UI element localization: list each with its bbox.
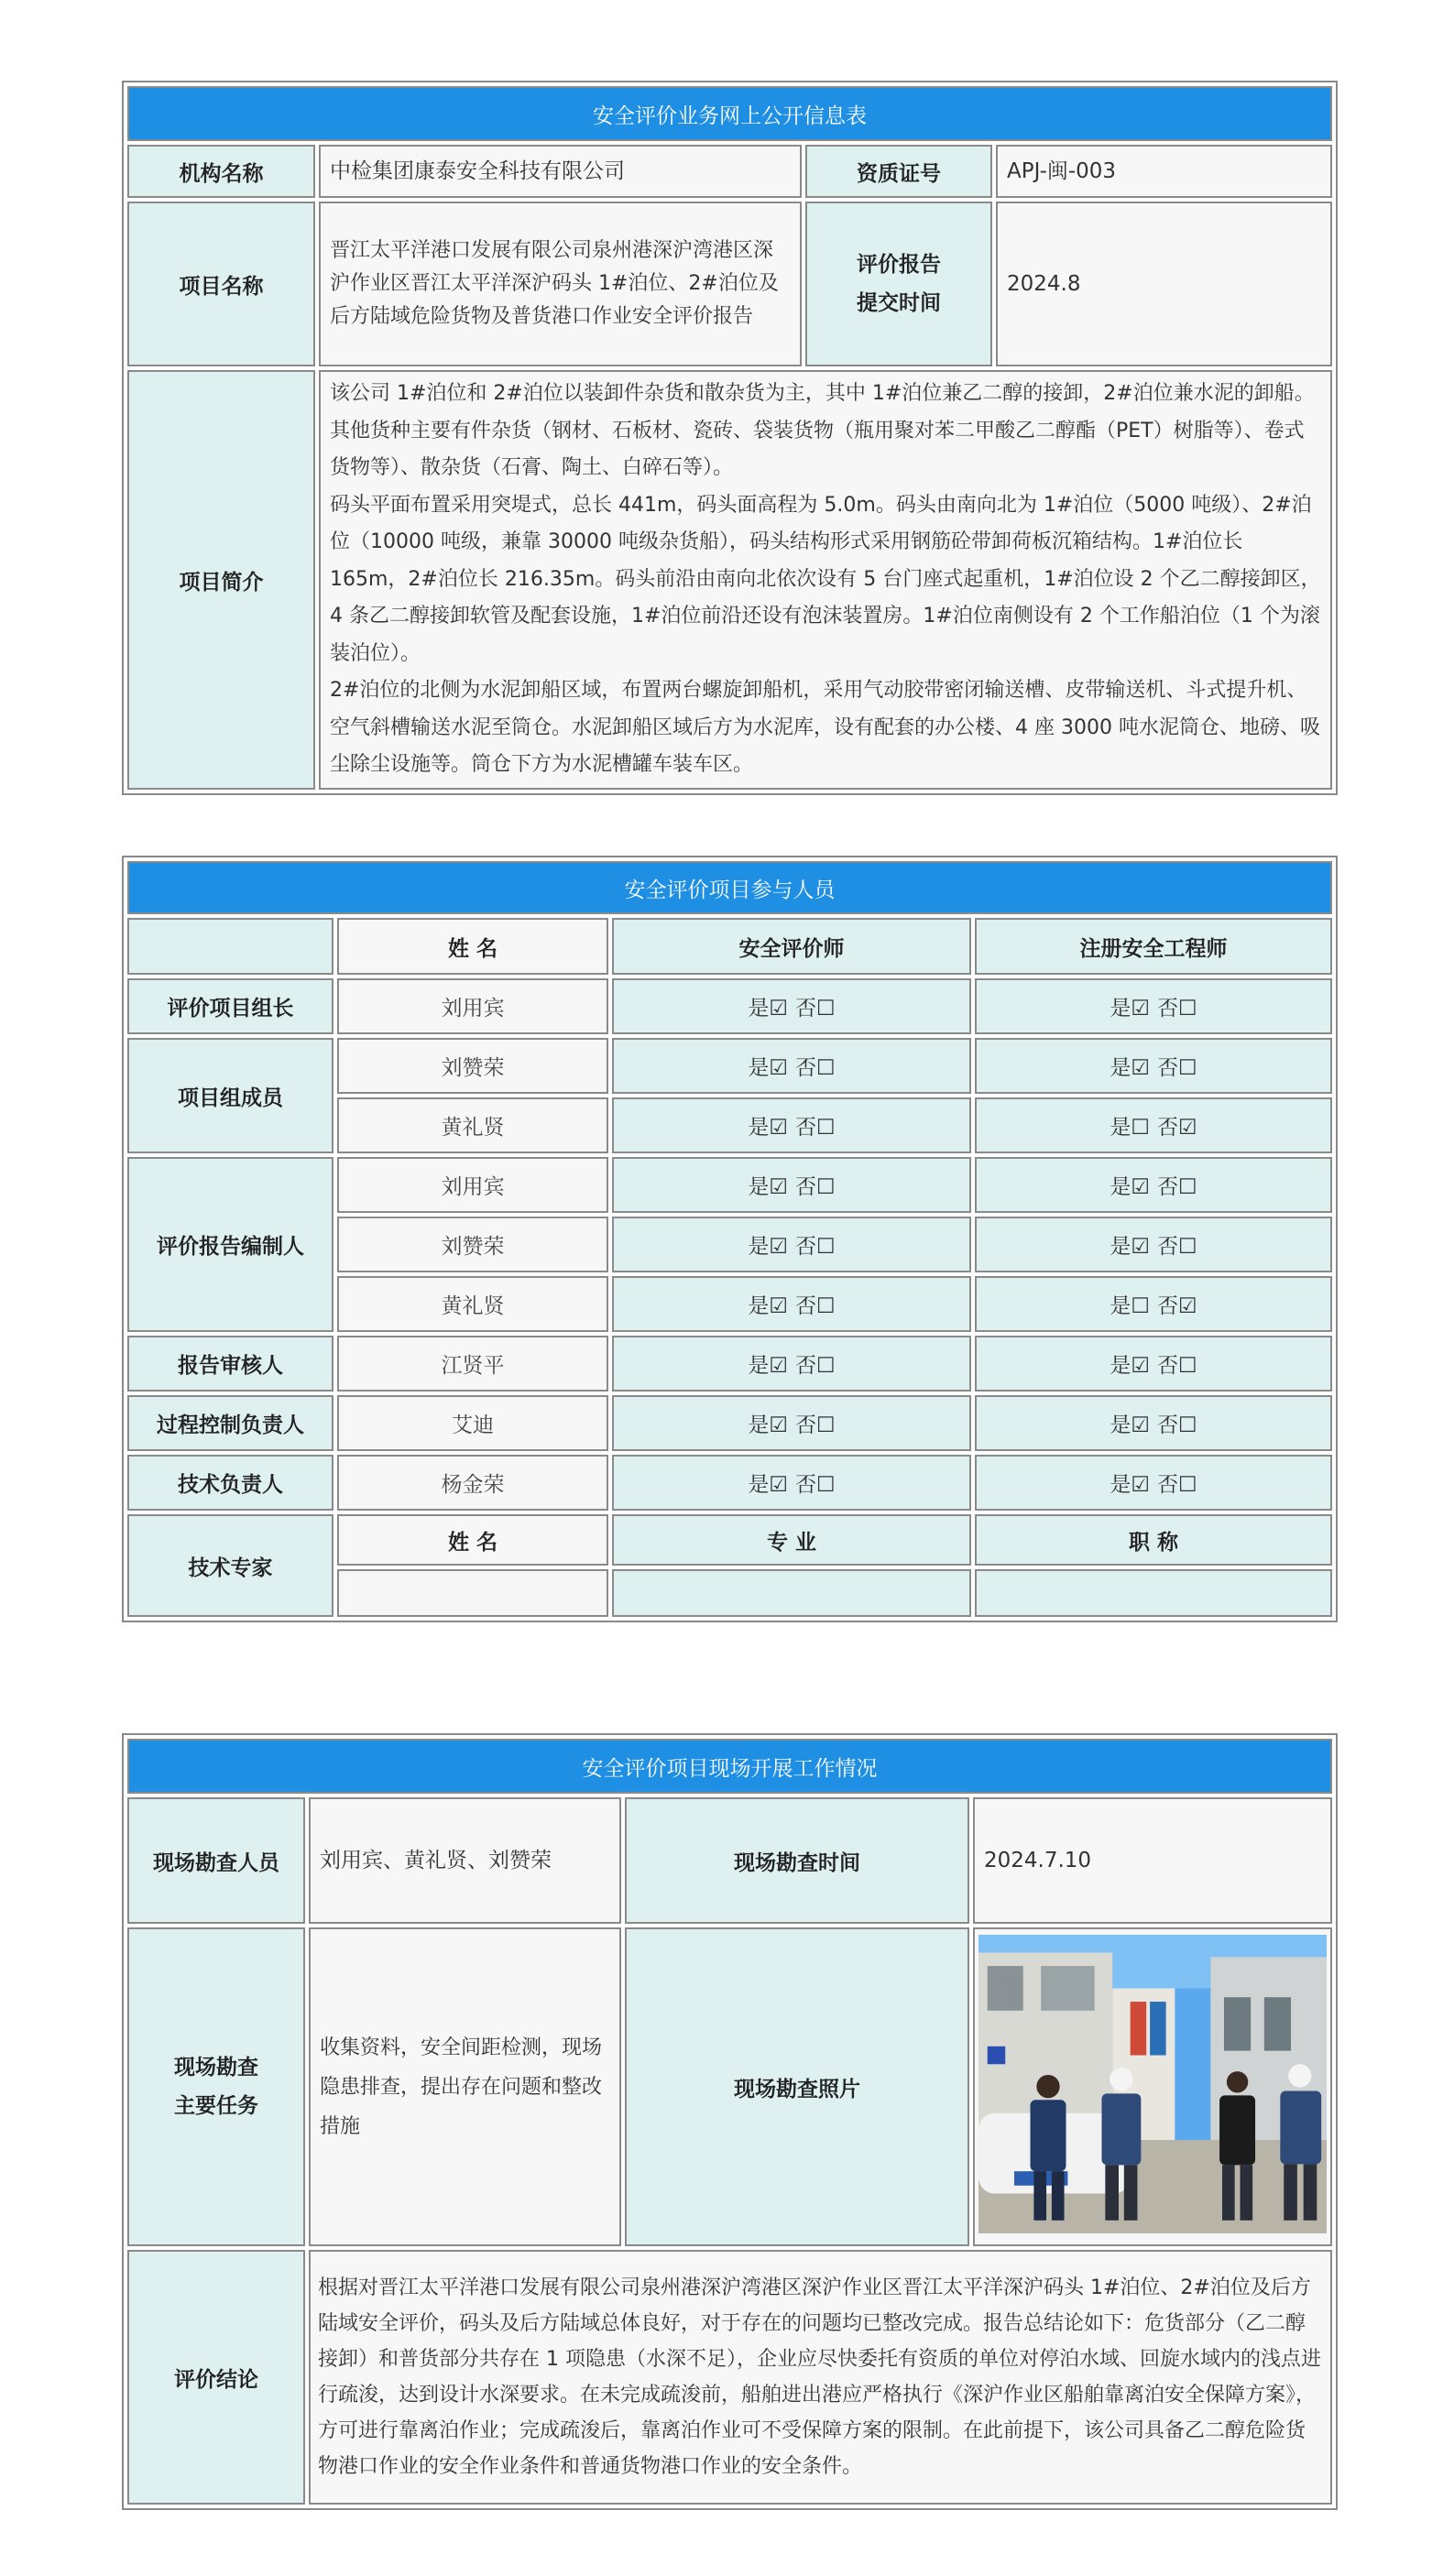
person-name: 刘用宾	[337, 1157, 608, 1213]
site-staff-label: 现场勘查人员	[127, 1797, 305, 1924]
evaluator-check	[612, 1276, 971, 1332]
site-photo-cell	[973, 1927, 1332, 2246]
yes-option: 是☐	[1110, 1294, 1150, 1318]
expert-name-cell	[337, 1569, 608, 1617]
no-option: 否☐	[795, 1116, 836, 1140]
engineer-check	[975, 1336, 1332, 1392]
engineer-checkbox-pair	[1106, 1348, 1200, 1379]
submit-time-label-line2: 提交时间	[857, 291, 941, 315]
role-label: 评价项目组长	[127, 978, 333, 1034]
person-name: 刘用宾	[337, 978, 608, 1034]
no-option: 否☐	[795, 1175, 836, 1199]
project-intro-label: 项目简介	[127, 370, 315, 790]
person-name: 艾迪	[337, 1395, 608, 1451]
person-name: 黄礼贤	[337, 1276, 608, 1332]
person-name: 刘赞荣	[337, 1217, 608, 1272]
no-option: 否☐	[795, 1414, 836, 1437]
yes-option: 是☑	[1110, 997, 1150, 1021]
staff-table	[122, 856, 1338, 1622]
col-name-header: 姓 名	[337, 918, 608, 975]
engineer-checkbox-pair	[1106, 1408, 1200, 1438]
yes-option: 是☑	[748, 1294, 788, 1318]
yes-option: 是☑	[748, 1175, 788, 1199]
org-value: 中检集团康泰安全科技有限公司	[319, 145, 802, 198]
no-option: 否☐	[1157, 1056, 1197, 1080]
staff-table-title: 安全评价项目参与人员	[127, 861, 1332, 914]
no-option: 否☐	[795, 1473, 836, 1497]
intro-paragraph-1: 该公司 1#泊位和 2#泊位以装卸件杂货和散杂货为主，其中 1#泊位兼乙二醇的接卸，2#泊位兼水泥的卸船。其他货种主要有件杂货（钢材、石板材、瓷砖、袋装货物（瓶用聚对苯二甲酸乙二醇酯（PET）树脂等）、卷式货物等）、散杂货（石膏、陶土、白碎石等）。	[330, 382, 1315, 480]
engineer-check	[975, 1395, 1332, 1451]
engineer-checkbox-pair	[1106, 1289, 1200, 1319]
evaluator-checkbox-pair	[744, 1051, 838, 1081]
role-label: 评价报告编制人	[127, 1157, 333, 1332]
evaluator-check	[612, 978, 971, 1034]
org-label: 机构名称	[127, 145, 315, 198]
site-task-label-line1: 现场勘查	[174, 2056, 258, 2079]
evaluator-checkbox-pair	[744, 1170, 838, 1200]
evaluator-checkbox-pair	[744, 1408, 838, 1438]
staff-row	[127, 978, 1332, 1034]
staff-header-blank	[127, 918, 333, 975]
info-table	[122, 81, 1338, 795]
expert-title-cell	[975, 1569, 1332, 1617]
no-option: 否☐	[1157, 1473, 1197, 1497]
yes-option: 是☑	[748, 997, 788, 1021]
staff-row	[127, 1455, 1332, 1511]
no-option: 否☐	[795, 1294, 836, 1318]
site-task-label-line2: 主要任务	[174, 2094, 258, 2118]
expert-label: 技术专家	[127, 1514, 333, 1617]
expert-header-row	[127, 1514, 1332, 1566]
site-table-title: 安全评价项目现场开展工作情况	[127, 1739, 1332, 1794]
conclusion-label: 评价结论	[127, 2250, 305, 2505]
conclusion-value: 根据对晋江太平洋港口发展有限公司泉州港深沪湾港区深沪作业区晋江太平洋深沪码头 1#泊位、2#泊位及后方陆域安全评价，码头及后方陆域总体良好，对于存在的问题均已整改完成。报告总结论如下：危货部分（乙二醇接卸）和普货部分共存在 1 项隐患（水深不足），企业应尽快委托有资质的单位对停泊水域、回旋水域内的浅点进行疏浚，达到设计水深要求。在未完成疏浚前，船舶进出港应严格执行《深沪作业区船舶靠离泊安全保障方案》，方可进行靠离泊作业；完成疏浚后，靠离泊作业可不受保障方案的限制。在此前提下，该公司具备乙二醇危险货物港口作业的安全作业条件和普通货物港口作业的安全条件。	[309, 2250, 1332, 2505]
engineer-check	[975, 978, 1332, 1034]
site-staff-value: 刘用宾、黄礼贤、刘赞荣	[309, 1797, 621, 1924]
yes-option: 是☐	[1110, 1116, 1150, 1140]
evaluator-checkbox-pair	[744, 991, 838, 1021]
staff-row	[127, 1395, 1332, 1451]
expert-col-title: 职 称	[975, 1514, 1332, 1566]
info-table-title: 安全评价业务网上公开信息表	[127, 86, 1332, 141]
no-option: 否☑	[1157, 1294, 1197, 1318]
yes-option: 是☑	[748, 1473, 788, 1497]
evaluator-checkbox-pair	[744, 1468, 838, 1498]
no-option: 否☐	[795, 1056, 836, 1080]
site-task-value: 收集资料，安全间距检测，现场隐患排查，提出存在问题和整改措施	[309, 1927, 621, 2246]
person-name: 江贤平	[337, 1336, 608, 1392]
intro-paragraph-2: 码头平面布置采用突堤式，总长 441m，码头面高程为 5.0m。码头由南向北为 1#泊位（5000 吨级）、2#泊位（10000 吨级，兼靠 30000 吨级杂货船），码头结构形式采用钢筋砼带卸荷板沉箱结构。1#泊位长 165m，2#泊位长 216.35m。码头前沿由南向北依次设有 5 台门座式起重机，1#泊位设 2 个乙二醇接卸区，4 条乙二醇接卸软管及配套设施，1#泊位前沿还设有泡沫装置房。1#泊位南侧设有 2 个工作船泊位（1 个为滚装泊位）。	[330, 493, 1321, 665]
yes-option: 是☑	[748, 1235, 788, 1259]
no-option: 否☐	[1157, 1354, 1197, 1378]
evaluator-check	[612, 1157, 971, 1213]
engineer-checkbox-pair	[1106, 991, 1200, 1021]
evaluator-check	[612, 1395, 971, 1451]
engineer-check	[975, 1097, 1332, 1153]
yes-option: 是☑	[1110, 1354, 1150, 1378]
staff-row	[127, 1038, 1332, 1094]
role-label: 过程控制负责人	[127, 1395, 333, 1451]
col-engineer-header: 注册安全工程师	[975, 918, 1332, 975]
expert-major-cell	[612, 1569, 971, 1617]
evaluator-check	[612, 1038, 971, 1094]
role-label: 报告审核人	[127, 1336, 333, 1392]
no-option: 否☐	[1157, 997, 1197, 1021]
person-name: 杨金荣	[337, 1455, 608, 1511]
site-table	[122, 1733, 1338, 2510]
role-label: 技术负责人	[127, 1455, 333, 1511]
site-time-value: 2024.7.10	[973, 1797, 1332, 1924]
project-name-label: 项目名称	[127, 202, 315, 366]
engineer-checkbox-pair	[1106, 1110, 1200, 1141]
person-name: 刘赞荣	[337, 1038, 608, 1094]
no-option: 否☐	[795, 1235, 836, 1259]
role-label: 项目组成员	[127, 1038, 333, 1153]
submit-time-label	[805, 202, 992, 366]
engineer-check	[975, 1157, 1332, 1213]
no-option: 否☐	[1157, 1414, 1197, 1437]
staff-row	[127, 1336, 1332, 1392]
engineer-check	[975, 1217, 1332, 1272]
no-option: 否☐	[1157, 1235, 1197, 1259]
engineer-checkbox-pair	[1106, 1229, 1200, 1260]
yes-option: 是☑	[748, 1354, 788, 1378]
engineer-check	[975, 1455, 1332, 1511]
evaluator-check	[612, 1336, 971, 1392]
yes-option: 是☑	[748, 1414, 788, 1437]
submit-time-value: 2024.8	[996, 202, 1332, 366]
intro-paragraph-3: 2#泊位的北侧为水泥卸船区域，布置两台螺旋卸船机，采用气动胶带密闭输送槽、皮带输送机、斗式提升机、空气斜槽输送水泥至筒仓。水泥卸船区域后方为水泥库，设有配套的办公楼、4 座 3000 吨水泥筒仓、地磅、吸尘除尘设施等。筒仓下方为水泥槽罐车装车区。	[330, 679, 1320, 777]
yes-option: 是☑	[1110, 1414, 1150, 1437]
evaluator-checkbox-pair	[744, 1348, 838, 1379]
project-intro-value	[319, 370, 1332, 790]
evaluator-check	[612, 1217, 971, 1272]
engineer-checkbox-pair	[1106, 1170, 1200, 1200]
staff-row	[127, 1157, 1332, 1213]
site-photo-label: 现场勘查照片	[625, 1927, 969, 2246]
engineer-check	[975, 1038, 1332, 1094]
evaluator-checkbox-pair	[744, 1289, 838, 1319]
site-task-label	[127, 1927, 305, 2246]
evaluator-checkbox-pair	[744, 1110, 838, 1141]
no-option: 否☐	[795, 1354, 836, 1378]
yes-option: 是☑	[748, 1056, 788, 1080]
engineer-checkbox-pair	[1106, 1468, 1200, 1498]
evaluator-check	[612, 1455, 971, 1511]
engineer-checkbox-pair	[1106, 1051, 1200, 1081]
person-name: 黄礼贤	[337, 1097, 608, 1153]
cert-value: APJ-闽-003	[996, 145, 1332, 198]
no-option: 否☐	[795, 997, 836, 1021]
col-evaluator-header: 安全评价师	[612, 918, 971, 975]
no-option: 否☐	[1157, 1175, 1197, 1199]
yes-option: 是☑	[1110, 1056, 1150, 1080]
engineer-check	[975, 1276, 1332, 1332]
site-time-label: 现场勘查时间	[625, 1797, 969, 1924]
project-name-value: 晋江太平洋港口发展有限公司泉州港深沪湾港区深沪作业区晋江太平洋深沪码头 1#泊位、2#泊位及后方陆域危险货物及普货港口作业安全评价报告	[319, 202, 802, 366]
no-option: 否☑	[1157, 1116, 1197, 1140]
submit-time-label-line1: 评价报告	[857, 253, 941, 277]
yes-option: 是☑	[748, 1116, 788, 1140]
site-photo	[978, 1935, 1327, 2239]
evaluator-checkbox-pair	[744, 1229, 838, 1260]
cert-label: 资质证号	[805, 145, 992, 198]
yes-option: 是☑	[1110, 1175, 1150, 1199]
expert-col-major: 专 业	[612, 1514, 971, 1566]
yes-option: 是☑	[1110, 1473, 1150, 1497]
evaluator-check	[612, 1097, 971, 1153]
expert-col-name: 姓 名	[337, 1514, 608, 1566]
yes-option: 是☑	[1110, 1235, 1150, 1259]
